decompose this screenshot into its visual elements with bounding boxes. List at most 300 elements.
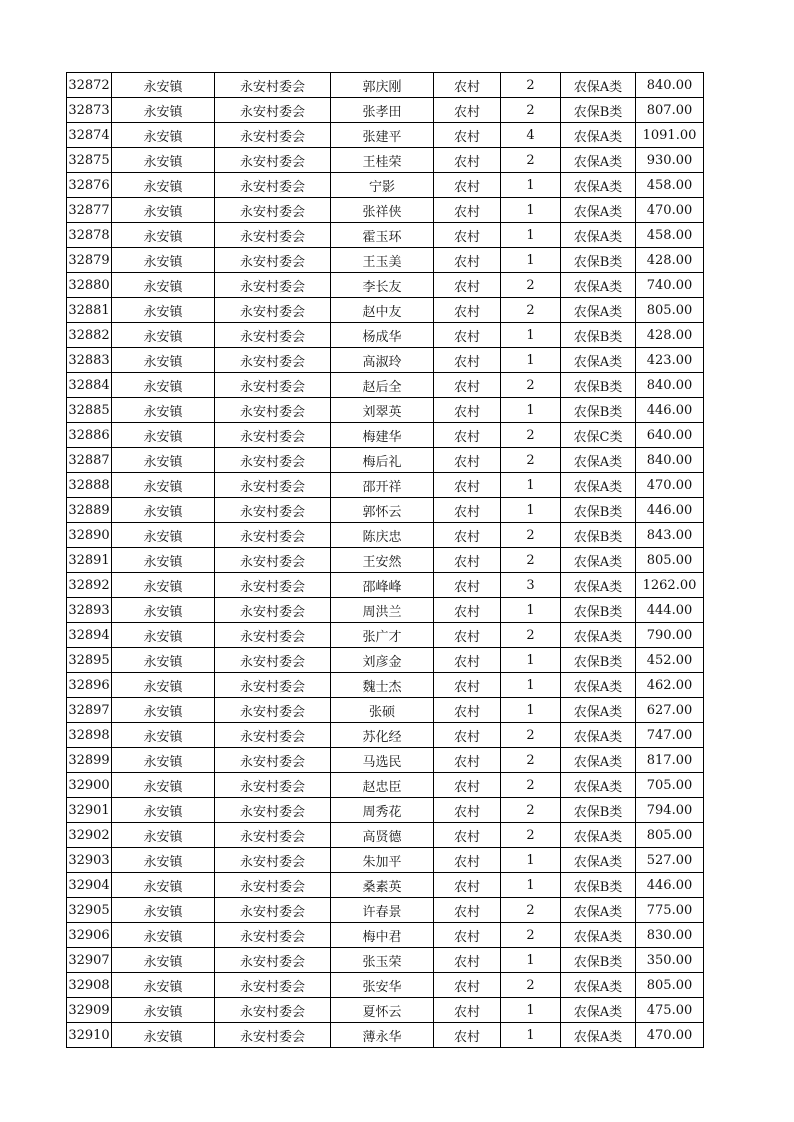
area-type-cell: 农村 [434,848,501,873]
table-row [67,773,704,798]
household-size-cell: 2 [501,148,561,173]
area-type-cell: 农村 [434,148,501,173]
amount-cell: 807.00 [636,98,704,123]
area-type-cell: 农村 [434,98,501,123]
household-size-cell: 1 [501,1023,561,1048]
town-cell: 永安镇 [112,698,215,723]
name-cell: 张建平 [331,123,434,148]
record-id-cell: 32893 [67,598,112,623]
insurance-category-cell: 农保A类 [561,548,636,573]
area-type-cell: 农村 [434,673,501,698]
household-size-cell: 2 [501,748,561,773]
insurance-category-cell: 农保A类 [561,73,636,98]
amount-cell: 350.00 [636,948,704,973]
town-cell: 永安镇 [112,548,215,573]
table-row [67,673,704,698]
name-cell: 张玉荣 [331,948,434,973]
name-cell: 夏怀云 [331,998,434,1023]
town-cell: 永安镇 [112,848,215,873]
town-cell: 永安镇 [112,148,215,173]
household-size-cell: 1 [501,673,561,698]
table-row [67,98,704,123]
name-cell: 许春景 [331,898,434,923]
area-type-cell: 农村 [434,398,501,423]
name-cell: 梅建华 [331,423,434,448]
household-size-cell: 1 [501,498,561,523]
record-id-cell: 32876 [67,173,112,198]
amount-cell: 747.00 [636,723,704,748]
village-committee-cell: 永安村委会 [215,923,331,948]
name-cell: 张祥侠 [331,198,434,223]
village-committee-cell: 永安村委会 [215,498,331,523]
household-size-cell: 1 [501,998,561,1023]
record-id-cell: 32890 [67,523,112,548]
town-cell: 永安镇 [112,348,215,373]
amount-cell: 640.00 [636,423,704,448]
name-cell: 张广才 [331,623,434,648]
name-cell: 张安华 [331,973,434,998]
insurance-category-cell: 农保C类 [561,423,636,448]
insurance-category-cell: 农保A类 [561,673,636,698]
record-id-cell: 32898 [67,723,112,748]
amount-cell: 446.00 [636,873,704,898]
village-committee-cell: 永安村委会 [215,273,331,298]
amount-cell: 830.00 [636,923,704,948]
records-table [66,72,704,1048]
village-committee-cell: 永安村委会 [215,73,331,98]
town-cell: 永安镇 [112,248,215,273]
name-cell: 魏士杰 [331,673,434,698]
insurance-category-cell: 农保A类 [561,823,636,848]
table-row [67,598,704,623]
insurance-category-cell: 农保A类 [561,148,636,173]
village-committee-cell: 永安村委会 [215,198,331,223]
table-row [67,323,704,348]
amount-cell: 930.00 [636,148,704,173]
table-row [67,198,704,223]
record-id-cell: 32902 [67,823,112,848]
town-cell: 永安镇 [112,498,215,523]
record-id-cell: 32873 [67,98,112,123]
household-size-cell: 1 [501,698,561,723]
village-committee-cell: 永安村委会 [215,373,331,398]
area-type-cell: 农村 [434,198,501,223]
amount-cell: 452.00 [636,648,704,673]
table-row [67,273,704,298]
insurance-category-cell: 农保B类 [561,498,636,523]
name-cell: 宁影 [331,173,434,198]
area-type-cell: 农村 [434,1023,501,1048]
village-committee-cell: 永安村委会 [215,673,331,698]
household-size-cell: 2 [501,73,561,98]
amount-cell: 790.00 [636,623,704,648]
town-cell: 永安镇 [112,223,215,248]
insurance-category-cell: 农保A类 [561,473,636,498]
household-size-cell: 1 [501,223,561,248]
town-cell: 永安镇 [112,923,215,948]
record-id-cell: 32881 [67,298,112,323]
household-size-cell: 1 [501,473,561,498]
insurance-category-cell: 农保A类 [561,998,636,1023]
insurance-category-cell: 农保B类 [561,98,636,123]
town-cell: 永安镇 [112,523,215,548]
village-committee-cell: 永安村委会 [215,523,331,548]
table-row [67,823,704,848]
area-type-cell: 农村 [434,123,501,148]
amount-cell: 446.00 [636,498,704,523]
table-row [67,623,704,648]
record-id-cell: 32878 [67,223,112,248]
amount-cell: 428.00 [636,248,704,273]
record-id-cell: 32904 [67,873,112,898]
household-size-cell: 2 [501,523,561,548]
village-committee-cell: 永安村委会 [215,248,331,273]
amount-cell: 805.00 [636,973,704,998]
name-cell: 张硕 [331,698,434,723]
table-row [67,723,704,748]
insurance-category-cell: 农保A类 [561,848,636,873]
insurance-category-cell: 农保B类 [561,948,636,973]
village-committee-cell: 永安村委会 [215,148,331,173]
name-cell: 陈庆忠 [331,523,434,548]
insurance-category-cell: 农保B类 [561,648,636,673]
area-type-cell: 农村 [434,623,501,648]
amount-cell: 840.00 [636,373,704,398]
town-cell: 永安镇 [112,373,215,398]
household-size-cell: 2 [501,423,561,448]
household-size-cell: 1 [501,323,561,348]
insurance-category-cell: 农保A类 [561,573,636,598]
town-cell: 永安镇 [112,473,215,498]
insurance-category-cell: 农保A类 [561,973,636,998]
town-cell: 永安镇 [112,323,215,348]
insurance-category-cell: 农保A类 [561,923,636,948]
insurance-category-cell: 农保B类 [561,523,636,548]
table-row [67,398,704,423]
table-row [67,123,704,148]
town-cell: 永安镇 [112,648,215,673]
record-id-cell: 32874 [67,123,112,148]
area-type-cell: 农村 [434,273,501,298]
town-cell: 永安镇 [112,973,215,998]
village-committee-cell: 永安村委会 [215,298,331,323]
village-committee-cell: 永安村委会 [215,348,331,373]
town-cell: 永安镇 [112,823,215,848]
household-size-cell: 2 [501,898,561,923]
household-size-cell: 2 [501,923,561,948]
amount-cell: 817.00 [636,748,704,773]
area-type-cell: 农村 [434,298,501,323]
record-id-cell: 32894 [67,623,112,648]
table-row [67,423,704,448]
town-cell: 永安镇 [112,173,215,198]
insurance-category-cell: 农保B类 [561,398,636,423]
area-type-cell: 农村 [434,448,501,473]
record-id-cell: 32888 [67,473,112,498]
household-size-cell: 2 [501,273,561,298]
household-size-cell: 2 [501,973,561,998]
area-type-cell: 农村 [434,248,501,273]
town-cell: 永安镇 [112,723,215,748]
household-size-cell: 2 [501,773,561,798]
town-cell: 永安镇 [112,98,215,123]
village-committee-cell: 永安村委会 [215,423,331,448]
area-type-cell: 农村 [434,348,501,373]
amount-cell: 805.00 [636,548,704,573]
town-cell: 永安镇 [112,998,215,1023]
table-row [67,648,704,673]
name-cell: 苏化经 [331,723,434,748]
amount-cell: 840.00 [636,73,704,98]
village-committee-cell: 永安村委会 [215,398,331,423]
village-committee-cell: 永安村委会 [215,698,331,723]
area-type-cell: 农村 [434,748,501,773]
area-type-cell: 农村 [434,523,501,548]
table-row [67,448,704,473]
table-row [67,923,704,948]
village-committee-cell: 永安村委会 [215,573,331,598]
amount-cell: 458.00 [636,173,704,198]
amount-cell: 444.00 [636,598,704,623]
area-type-cell: 农村 [434,823,501,848]
village-committee-cell: 永安村委会 [215,898,331,923]
name-cell: 朱加平 [331,848,434,873]
insurance-category-cell: 农保A类 [561,723,636,748]
town-cell: 永安镇 [112,448,215,473]
village-committee-cell: 永安村委会 [215,623,331,648]
amount-cell: 527.00 [636,848,704,873]
village-committee-cell: 永安村委会 [215,798,331,823]
area-type-cell: 农村 [434,323,501,348]
amount-cell: 428.00 [636,323,704,348]
area-type-cell: 农村 [434,723,501,748]
insurance-category-cell: 农保B类 [561,873,636,898]
table-row [67,498,704,523]
household-size-cell: 1 [501,348,561,373]
household-size-cell: 3 [501,573,561,598]
village-committee-cell: 永安村委会 [215,948,331,973]
area-type-cell: 农村 [434,923,501,948]
household-size-cell: 1 [501,598,561,623]
village-committee-cell: 永安村委会 [215,473,331,498]
insurance-category-cell: 农保A类 [561,748,636,773]
area-type-cell: 农村 [434,773,501,798]
town-cell: 永安镇 [112,873,215,898]
record-id-cell: 32884 [67,373,112,398]
insurance-category-cell: 农保A类 [561,1023,636,1048]
town-cell: 永安镇 [112,948,215,973]
table-row [67,998,704,1023]
table-row [67,148,704,173]
record-id-cell: 32897 [67,698,112,723]
table-row [67,298,704,323]
town-cell: 永安镇 [112,123,215,148]
amount-cell: 470.00 [636,1023,704,1048]
amount-cell: 805.00 [636,298,704,323]
village-committee-cell: 永安村委会 [215,848,331,873]
table-row [67,473,704,498]
record-id-cell: 32875 [67,148,112,173]
table-row [67,873,704,898]
record-id-cell: 32882 [67,323,112,348]
area-type-cell: 农村 [434,173,501,198]
name-cell: 邵峰峰 [331,573,434,598]
village-committee-cell: 永安村委会 [215,873,331,898]
town-cell: 永安镇 [112,748,215,773]
household-size-cell: 2 [501,548,561,573]
record-id-cell: 32877 [67,198,112,223]
record-id-cell: 32883 [67,348,112,373]
record-id-cell: 32891 [67,548,112,573]
town-cell: 永安镇 [112,1023,215,1048]
name-cell: 邵开祥 [331,473,434,498]
town-cell: 永安镇 [112,598,215,623]
name-cell: 赵中友 [331,298,434,323]
town-cell: 永安镇 [112,623,215,648]
village-committee-cell: 永安村委会 [215,598,331,623]
record-id-cell: 32903 [67,848,112,873]
name-cell: 马选民 [331,748,434,773]
area-type-cell: 农村 [434,648,501,673]
name-cell: 王桂荣 [331,148,434,173]
record-id-cell: 32907 [67,948,112,973]
name-cell: 霍玉环 [331,223,434,248]
amount-cell: 775.00 [636,898,704,923]
village-committee-cell: 永安村委会 [215,748,331,773]
town-cell: 永安镇 [112,798,215,823]
table-row [67,948,704,973]
table-row [67,223,704,248]
record-id-cell: 32892 [67,573,112,598]
record-id-cell: 32886 [67,423,112,448]
village-committee-cell: 永安村委会 [215,1023,331,1048]
town-cell: 永安镇 [112,673,215,698]
area-type-cell: 农村 [434,423,501,448]
village-committee-cell: 永安村委会 [215,723,331,748]
name-cell: 赵后全 [331,373,434,398]
record-id-cell: 32901 [67,798,112,823]
amount-cell: 740.00 [636,273,704,298]
amount-cell: 423.00 [636,348,704,373]
table-row [67,73,704,98]
name-cell: 梅后礼 [331,448,434,473]
amount-cell: 840.00 [636,448,704,473]
household-size-cell: 1 [501,648,561,673]
record-id-cell: 32910 [67,1023,112,1048]
name-cell: 刘翠英 [331,398,434,423]
name-cell: 周洪兰 [331,598,434,623]
name-cell: 高淑玲 [331,348,434,373]
household-size-cell: 1 [501,398,561,423]
record-id-cell: 32900 [67,773,112,798]
insurance-category-cell: 农保A类 [561,348,636,373]
name-cell: 李长友 [331,273,434,298]
insurance-category-cell: 农保B类 [561,248,636,273]
town-cell: 永安镇 [112,573,215,598]
amount-cell: 705.00 [636,773,704,798]
name-cell: 杨成华 [331,323,434,348]
village-committee-cell: 永安村委会 [215,998,331,1023]
insurance-category-cell: 农保B类 [561,323,636,348]
table-row [67,348,704,373]
table-row [67,973,704,998]
table-row [67,548,704,573]
insurance-category-cell: 农保A类 [561,173,636,198]
area-type-cell: 农村 [434,548,501,573]
village-committee-cell: 永安村委会 [215,648,331,673]
table-row [67,523,704,548]
town-cell: 永安镇 [112,198,215,223]
amount-cell: 1091.00 [636,123,704,148]
village-committee-cell: 永安村委会 [215,323,331,348]
amount-cell: 627.00 [636,698,704,723]
household-size-cell: 2 [501,98,561,123]
insurance-category-cell: 农保A类 [561,698,636,723]
insurance-category-cell: 农保B类 [561,798,636,823]
record-id-cell: 32885 [67,398,112,423]
name-cell: 郭怀云 [331,498,434,523]
record-id-cell: 32899 [67,748,112,773]
area-type-cell: 农村 [434,973,501,998]
insurance-category-cell: 农保A类 [561,198,636,223]
record-id-cell: 32887 [67,448,112,473]
table-row [67,898,704,923]
household-size-cell: 2 [501,298,561,323]
household-size-cell: 1 [501,198,561,223]
village-committee-cell: 永安村委会 [215,973,331,998]
household-size-cell: 1 [501,873,561,898]
town-cell: 永安镇 [112,73,215,98]
area-type-cell: 农村 [434,373,501,398]
amount-cell: 1262.00 [636,573,704,598]
area-type-cell: 农村 [434,223,501,248]
table-row [67,848,704,873]
insurance-category-cell: 农保A类 [561,273,636,298]
name-cell: 梅中君 [331,923,434,948]
household-size-cell: 2 [501,623,561,648]
household-size-cell: 4 [501,123,561,148]
household-size-cell: 1 [501,173,561,198]
record-id-cell: 32909 [67,998,112,1023]
household-size-cell: 1 [501,248,561,273]
area-type-cell: 农村 [434,573,501,598]
area-type-cell: 农村 [434,798,501,823]
name-cell: 郭庆刚 [331,73,434,98]
name-cell: 薄永华 [331,1023,434,1048]
name-cell: 王安然 [331,548,434,573]
table-row [67,173,704,198]
record-id-cell: 32889 [67,498,112,523]
town-cell: 永安镇 [112,298,215,323]
name-cell: 王玉美 [331,248,434,273]
insurance-category-cell: 农保A类 [561,623,636,648]
town-cell: 永安镇 [112,398,215,423]
village-committee-cell: 永安村委会 [215,173,331,198]
record-id-cell: 32906 [67,923,112,948]
table-body [67,73,704,1048]
household-size-cell: 1 [501,848,561,873]
table-row [67,573,704,598]
name-cell: 张孝田 [331,98,434,123]
amount-cell: 470.00 [636,473,704,498]
record-id-cell: 32879 [67,248,112,273]
town-cell: 永安镇 [112,423,215,448]
record-id-cell: 32895 [67,648,112,673]
insurance-category-cell: 农保A类 [561,298,636,323]
area-type-cell: 农村 [434,948,501,973]
insurance-category-cell: 农保A类 [561,448,636,473]
name-cell: 高贤德 [331,823,434,848]
